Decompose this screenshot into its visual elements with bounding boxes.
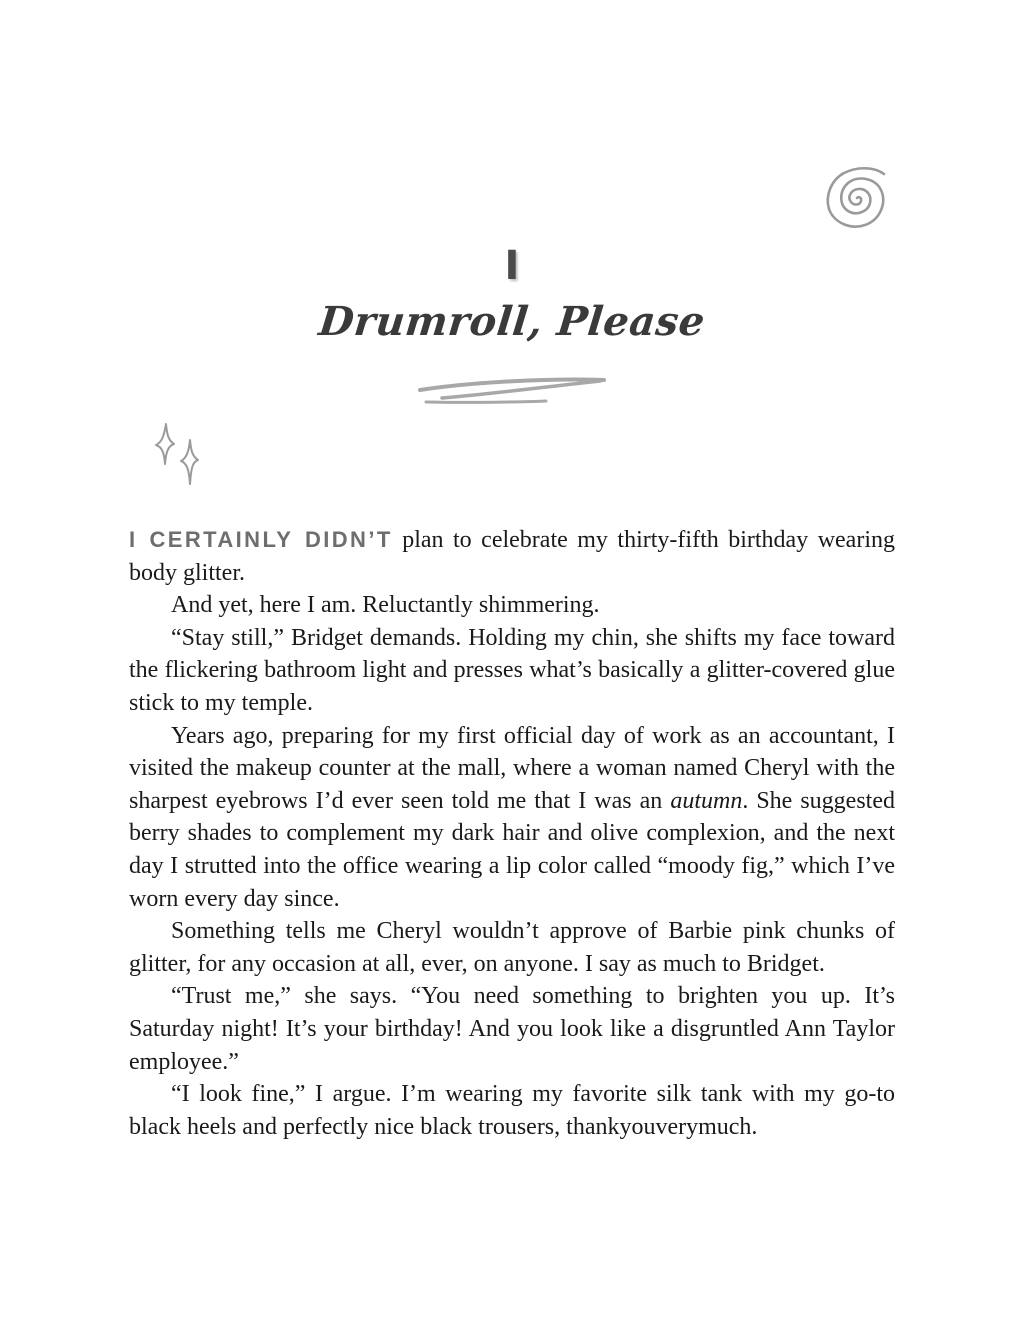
swoosh-underline xyxy=(412,372,612,412)
paragraph-2: And yet, here I am. Reluctantly shimmering. xyxy=(171,592,600,619)
chapter-number: I xyxy=(504,243,520,289)
paragraph-4 xyxy=(129,720,895,916)
sparkles-icon xyxy=(152,420,208,488)
lead-in-text: I CERTAINLY DIDN’T xyxy=(129,527,393,552)
paragraph-5: Something tells me Cheryl wouldn’t approve of Barbie pink chunks of glitter, for any occasion at all, ever, on anyone. I say as much to Bridget. xyxy=(129,918,895,977)
chapter-body xyxy=(129,524,895,1143)
paragraph-1 xyxy=(129,524,895,589)
paragraph-6: “Trust me,” she says. “You need something to brighten you up. It’s Saturday night! It’s your birthday! And you look like a disgruntled Ann Taylor employee.” xyxy=(129,983,895,1075)
paragraph-4-text-a: Years ago, preparing for my first official day of work as an accountant, I visited the makeup counter at the mall, where a woman named Cheryl with the sharpest eyebrows I’d ever seen told me that I was an xyxy=(129,722,895,814)
paragraph-4-text-b: . She suggested berry shades to complement my dark hair and olive complexion, and the next day I strutted into the office wearing a lip color called “moody fig,” which I’ve worn every day since. xyxy=(129,787,895,912)
chapter-title: Drumroll, Please xyxy=(316,298,708,345)
paragraph-3: “Stay still,” Bridget demands. Holding my chin, she shifts my face toward the flickering bathroom light and presses what’s basically a glitter-covered glue stick to my temple. xyxy=(129,624,895,716)
paragraph-7: “I look fine,” I argue. I’m wearing my favorite silk tank with my go-to black heels and perfectly nice black trousers, thankyouverymuch. xyxy=(129,1081,895,1140)
spiral-icon xyxy=(818,160,896,236)
paragraph-4-italic: autumn xyxy=(670,787,743,814)
paragraph-1-text: plan to celebrate my thirty-fifth birthday wearing body glitter. xyxy=(129,527,895,586)
